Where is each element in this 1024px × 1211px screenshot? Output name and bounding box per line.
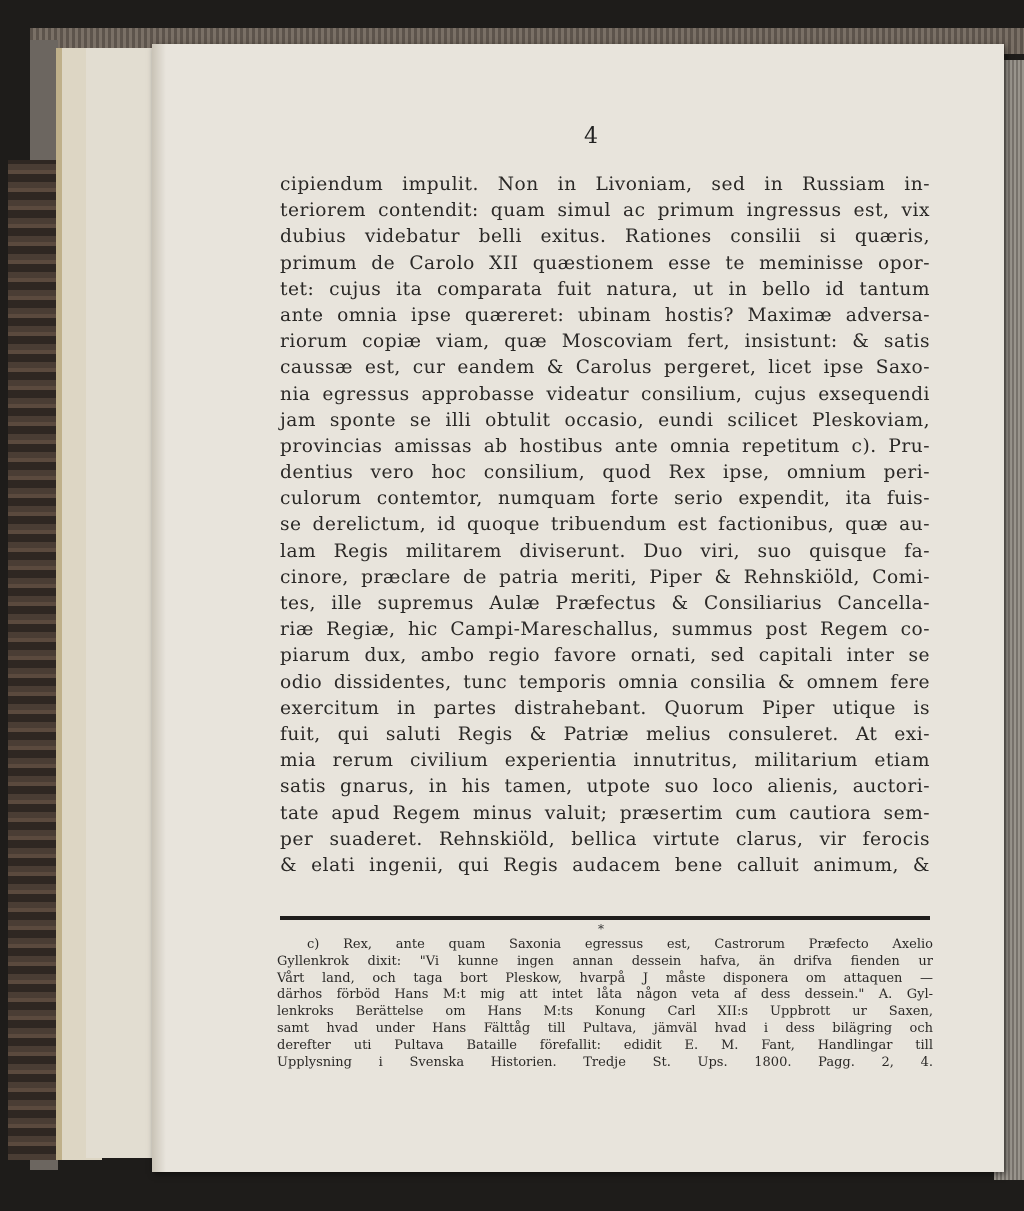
- text-line: riæ Regiæ, hic Campi-Mareschallus, summus post Regem co-: [280, 619, 930, 641]
- text-line: teriorem contendit: quam simul ac primum ingressus est, vix: [280, 200, 930, 222]
- book-page: [152, 44, 1004, 1172]
- text-line: ante omnia ipse quæreret: ubinam hostis? Maximæ adversa-: [280, 304, 930, 326]
- footnote-line: därhos förböd Hans M:t mig att intet låta någon veta af dess dessein." A. Gyl-: [277, 987, 933, 1003]
- book-cover-left: [8, 160, 56, 1160]
- text-line: exercitum in partes distrahebant. Quorum Piper utique is: [280, 697, 930, 719]
- text-line: dentius vero hoc consilium, quod Rex ipse, omnium peri-: [280, 462, 930, 484]
- text-line: mia rerum civilium experientia innutritus, militarium etiam: [280, 750, 930, 772]
- main-text: [280, 172, 930, 879]
- footnote-line: lenkroks Berättelse om Hans M:ts Konung Carl XII:s Uppbrott ur Saxen,: [277, 1004, 933, 1020]
- text-line: dubius videbatur belli exitus. Rationes consilii si quæris,: [280, 226, 930, 248]
- text-line: provincias amissas ab hostibus ante omnia repetitum c). Pru-: [280, 435, 930, 457]
- footnote-line: Vårt land, och taga bort Pleskow, hvarpå J måste disponera om attaquen —: [277, 970, 933, 986]
- text-line: & elati ingenii, qui Regis audacem bene calluit animum, &: [280, 854, 930, 876]
- separator-rule: [280, 916, 930, 920]
- footnote-line: c) Rex, ante quam Saxonia egressus est, Castrorum Præfecto Axelio: [307, 937, 933, 952]
- text-line: piarum dux, ambo regio favore ornati, sed capitali inter se: [280, 645, 930, 667]
- text-line: primum de Carolo XII quæstionem esse te meminisse opor-: [280, 252, 930, 274]
- footnote-line: derefter uti Pultava Bataille förefallit: edidit E. M. Fant, Handlingar till: [277, 1037, 933, 1053]
- text-line: cipiendum impulit. Non in Livoniam, sed in Russiam in-: [280, 174, 930, 195]
- text-line: culorum contemtor, numquam forte serio expendit, ita fuis-: [280, 488, 930, 510]
- text-line: cinore, præclare de patria meriti, Piper & Rehnskiöld, Comi-: [280, 566, 930, 588]
- footnote-line: Gyllenkrok dixit: "Vi kunne ingen annan dessein hafva, än drifva fienden ur: [277, 953, 933, 969]
- text-line: odio dissidentes, tunc temporis omnia consilia & omnem fere: [280, 671, 930, 693]
- footnote: [277, 937, 933, 1071]
- text-line: riorum copiæ viam, quæ Moscoviam fert, insistunt: & satis: [280, 331, 930, 353]
- text-line: tes, ille supremus Aulæ Præfectus & Consiliarius Cancella-: [280, 593, 930, 614]
- footnote-separator: [280, 914, 930, 936]
- text-line: nia egressus approbasse videatur consilium, cujus exsequendi: [280, 383, 930, 405]
- text-line: lam Regis militarem diviserunt. Duo viri, suo quisque fa-: [280, 540, 930, 562]
- text-line: fuit, qui saluti Regis & Patriæ melius consuleret. At exi-: [280, 723, 930, 745]
- page-number: 4: [584, 124, 598, 149]
- text-line: per suaderet. Rehnskiöld, bellica virtute clarus, vir ferocis: [280, 828, 930, 850]
- footnote-line: Upplysning i Svenska Historien. Tredje St. Ups. 1800. Pagg. 2, 4.: [277, 1054, 933, 1070]
- text-line: jam sponte se illi obtulit occasio, eundi scilicet Pleskoviam,: [280, 409, 930, 431]
- text-line: se derelictum, id quoque tribuendum est factionibus, quæ au-: [280, 514, 930, 536]
- text-line: tate apud Regem minus valuit; præsertim cum cautiora sem-: [280, 802, 930, 824]
- text-line: caussæ est, cur eandem & Carolus pergeret, licet ipse Saxo-: [280, 357, 930, 379]
- footnote-line: samt hvad under Hans Fälttåg till Pultava, jämväl hvad i dess bilägring och: [277, 1020, 933, 1036]
- separator-mark: *: [598, 922, 604, 936]
- text-line: tet: cujus ita comparata fuit natura, ut in bello id tantum: [280, 278, 930, 300]
- text-line: satis gnarus, in his tamen, utpote suo loco alienis, auctori-: [280, 776, 930, 798]
